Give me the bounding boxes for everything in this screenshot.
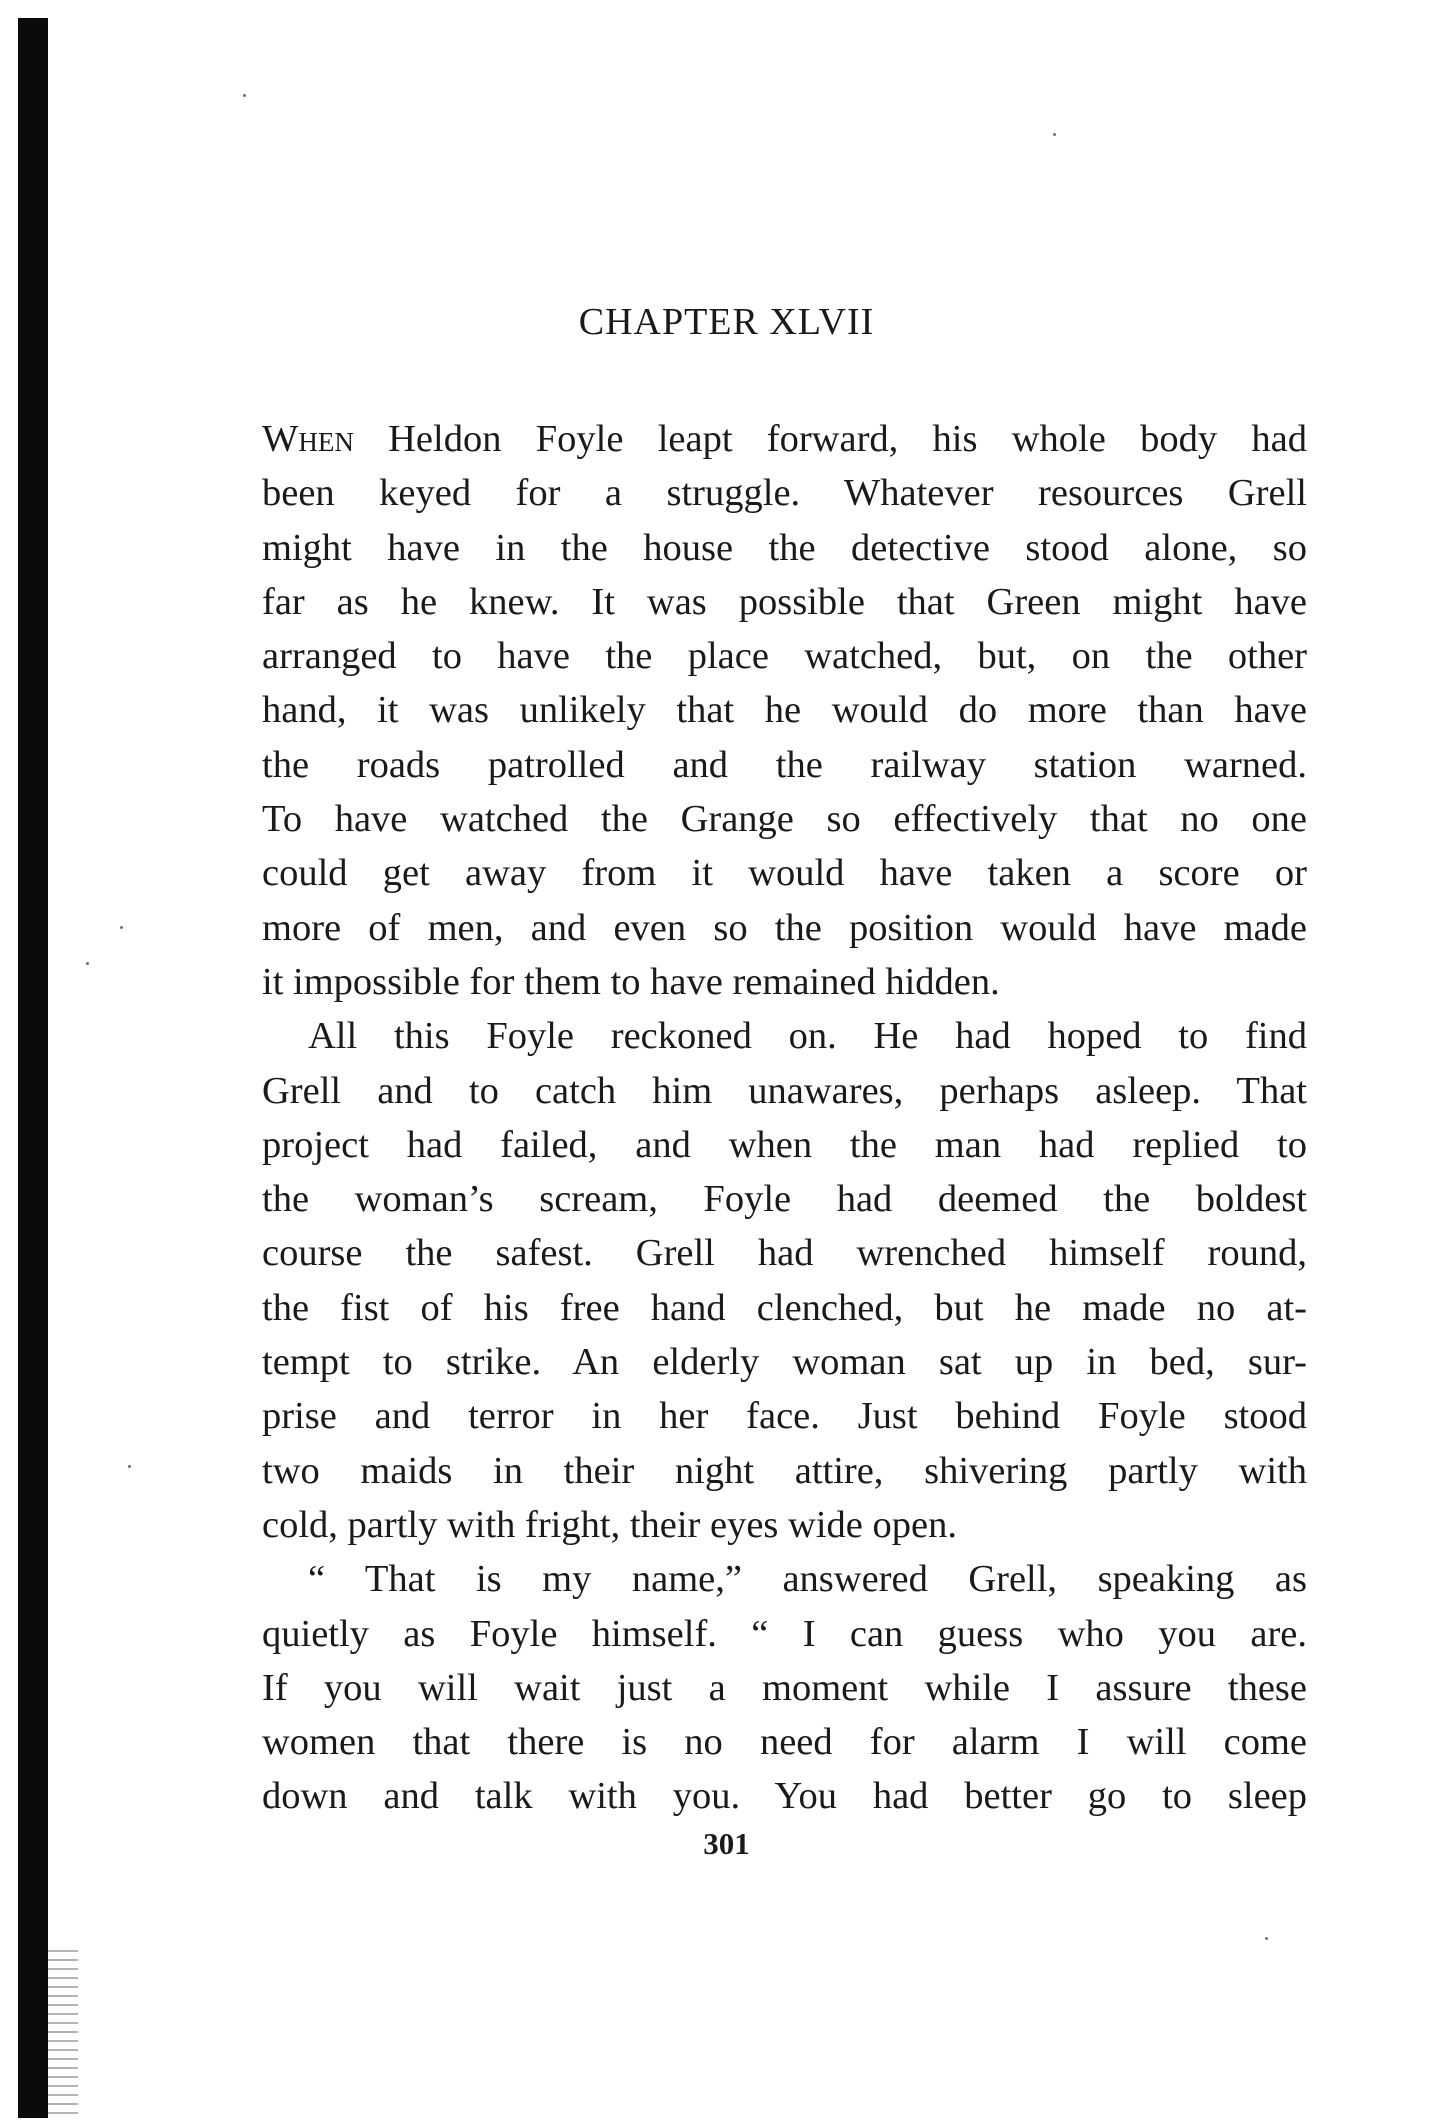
text-line: project had failed, and when the man had replied to bbox=[262, 1123, 1307, 1166]
text-line: it impossible for them to have remained hidden. bbox=[262, 960, 1000, 1003]
text-line: cold, partly with fright, their eyes wide open. bbox=[262, 1503, 957, 1546]
text-line: more of men, and even so the position would have made bbox=[262, 906, 1307, 949]
text-line: To have watched the Grange so effectively that no one bbox=[262, 798, 1307, 841]
text-line: the roads patrolled and the railway station warned. bbox=[262, 743, 1307, 786]
page-number: 301 bbox=[703, 1826, 750, 1861]
text-line: “ That is my name,” answered Grell, speaking as bbox=[308, 1558, 1307, 1601]
text-line: the fist of his free hand clenched, but he made no at- bbox=[262, 1286, 1307, 1329]
text-line: If you will wait just a moment while I assure these bbox=[262, 1666, 1307, 1709]
text-line: might have in the house the detective stood alone, so bbox=[262, 526, 1307, 569]
text-line: All this Foyle reckoned on. He had hoped to find bbox=[308, 1015, 1307, 1058]
opening-word: When bbox=[262, 418, 354, 460]
text-line: arranged to have the place watched, but, on the other bbox=[262, 635, 1307, 678]
paper-speck bbox=[243, 94, 246, 97]
text-line: prise and terror in her face. Just behind Foyle stood bbox=[262, 1395, 1307, 1438]
body-text bbox=[262, 412, 1307, 1824]
paper-speck bbox=[128, 1465, 131, 1468]
text-line: down and talk with you. You had better go to sleep bbox=[262, 1775, 1307, 1818]
text-line: could get away from it would have taken a score or bbox=[262, 852, 1307, 895]
paper-speck bbox=[120, 926, 123, 929]
text-line: the woman’s scream, Foyle had deemed the boldest bbox=[262, 1178, 1307, 1221]
text-line: quietly as Foyle himself. “ I can guess who you are. bbox=[262, 1612, 1307, 1655]
text-line: two maids in their night attire, shivering partly with bbox=[262, 1449, 1307, 1492]
paper-speck bbox=[1053, 133, 1056, 136]
text-line: tempt to strike. An elderly woman sat up in bed, sur- bbox=[262, 1341, 1307, 1384]
text-line: hand, it was unlikely that he would do more than have bbox=[262, 689, 1307, 732]
text-line: Grell and to catch him unawares, perhaps asleep. That bbox=[262, 1069, 1307, 1112]
binding-fray bbox=[48, 1950, 78, 2120]
chapter-title: CHAPTER XLVII bbox=[578, 301, 875, 343]
text-line: course the safest. Grell had wrenched himself round, bbox=[262, 1232, 1307, 1275]
text-line: women that there is no need for alarm I will come bbox=[262, 1721, 1307, 1764]
paper-speck bbox=[86, 962, 89, 965]
text-line: been keyed for a struggle. Whatever resources Grell bbox=[262, 472, 1307, 515]
text-line: When Heldon Foyle leapt forward, his whole body had bbox=[262, 418, 1307, 460]
text-line: far as he knew. It was possible that Green might have bbox=[262, 580, 1307, 623]
paper-speck bbox=[1265, 1937, 1268, 1940]
